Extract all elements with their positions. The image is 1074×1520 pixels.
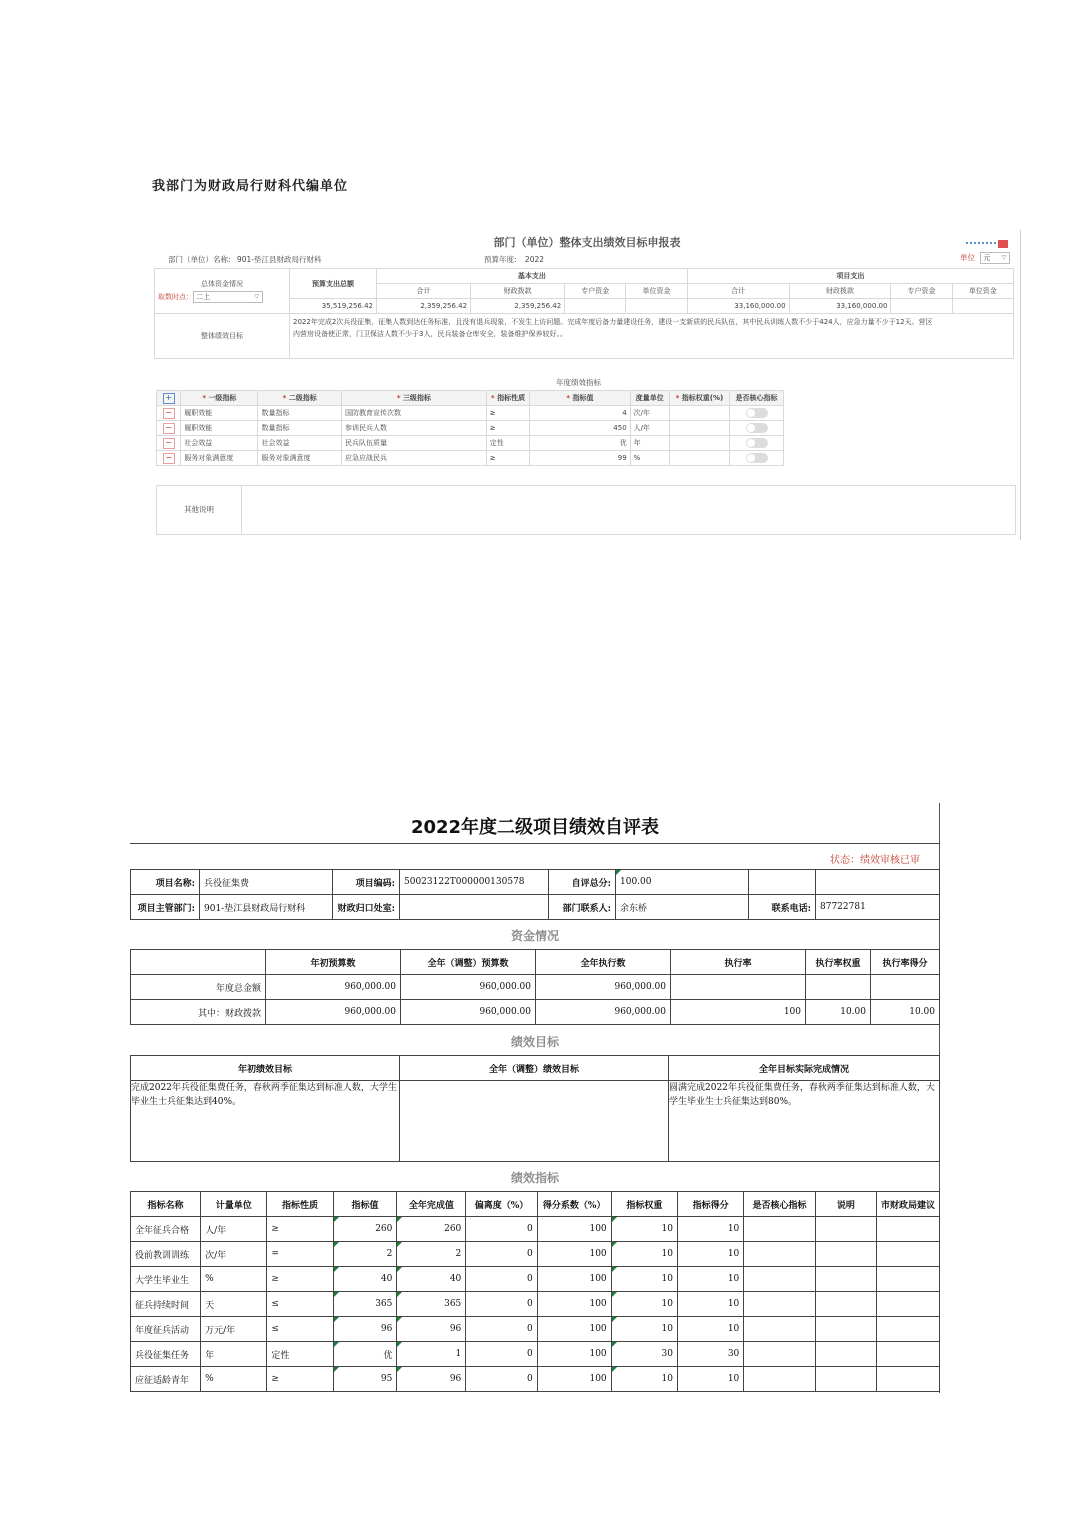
time-label: 取数时点：	[158, 293, 193, 301]
indicator-deviation: 0	[466, 1292, 537, 1317]
indicator-deviation: 0	[466, 1342, 537, 1367]
indicator-name: 应征适龄青年	[131, 1367, 201, 1392]
add-row-button[interactable]: +	[163, 393, 175, 404]
project-total-value: 33,160,000.00	[687, 299, 789, 314]
indicator-unit: %	[201, 1267, 267, 1292]
indicator-core	[744, 1367, 816, 1392]
proj-name-label: 项目名称:	[131, 870, 200, 895]
goal-actual-value: 圆满完成2022年兵役征集费任务，春秋两季征集达到标准人数，大学生毕业生士兵征集达到80%。	[669, 1081, 940, 1162]
basic-special-header: 专户资金	[565, 284, 626, 299]
goal-adj-value	[400, 1081, 669, 1162]
budget-year-label: 预算年度:	[484, 255, 517, 264]
header-level2: * 二级指标	[258, 391, 342, 406]
indicator-level2[interactable]: 数量指标	[258, 421, 342, 436]
indicator-coef: 100	[537, 1242, 611, 1267]
project-label: 项目支出	[687, 269, 1013, 284]
indicator-header: 是否核心指标	[744, 1192, 816, 1217]
indicator-table	[130, 1191, 940, 1392]
indicator-name: 全年征兵合格	[131, 1217, 201, 1242]
toolbar-icons[interactable]	[966, 233, 1014, 243]
project-fiscal-value: 33,160,000.00	[789, 299, 891, 314]
basic-fiscal-value: 2,359,256.42	[471, 299, 565, 314]
project-unit-header: 单位资金	[952, 284, 1013, 299]
indicator-done: 2	[397, 1242, 466, 1267]
indicator-coef: 100	[537, 1217, 611, 1242]
indicator-weight: 10	[611, 1367, 677, 1392]
title-divider	[130, 843, 940, 844]
goal-text-line-2: 内营房设备使正常，门卫保洁人数不少于3人，民兵装备仓库安全，装备维护保养较好。。	[293, 330, 567, 338]
indicator-level1[interactable]: 履职效能	[181, 421, 258, 436]
indicator-core	[744, 1317, 816, 1342]
basic-total-value: 2,359,256.42	[377, 299, 471, 314]
indicator-core	[744, 1242, 816, 1267]
indicator-header: 市财政局建议	[876, 1192, 939, 1217]
indicator-level1[interactable]: 社会效益	[181, 436, 258, 451]
indicator-nature[interactable]: ≥	[486, 406, 529, 421]
indicator-target: 96	[333, 1317, 397, 1342]
indicator-name: 役前教训训练	[131, 1242, 201, 1267]
indicator-nature[interactable]: 定性	[486, 436, 529, 451]
dots-icon	[966, 242, 996, 248]
form-indicator-row	[157, 451, 784, 466]
indicator-weight: 10	[611, 1292, 677, 1317]
indicator-coef: 100	[537, 1367, 611, 1392]
indicator-core	[744, 1292, 816, 1317]
goal-header-init: 年初绩效目标	[131, 1056, 400, 1081]
basic-unit-header: 单位资金	[626, 284, 687, 299]
header-core: 是否核心指标	[730, 391, 784, 406]
indicator-name: 大学生毕业生	[131, 1267, 201, 1292]
indicator-core	[744, 1342, 816, 1367]
indicator-target: 95	[333, 1367, 397, 1392]
indicator-note	[815, 1292, 876, 1317]
indicator-deviation: 0	[466, 1267, 537, 1292]
funds-header-weight: 执行率权重	[806, 950, 871, 975]
funds-row-label: 年度总金额	[131, 975, 266, 1000]
indicator-note	[815, 1267, 876, 1292]
indicator-unit: 年	[201, 1342, 267, 1367]
indicator-done: 96	[397, 1367, 466, 1392]
indicator-value[interactable]: 优	[530, 436, 630, 451]
proj-name-value: 兵役征集费	[200, 870, 333, 895]
indicator-row	[131, 1217, 940, 1242]
goal-header-adj: 全年（调整）绩效目标	[400, 1056, 669, 1081]
funds-header-adj: 全年（调整）预算数	[401, 950, 536, 975]
time-select-value: 二上	[196, 293, 210, 301]
indicator-target: 365	[333, 1292, 397, 1317]
funds-rate	[671, 975, 806, 1000]
indicator-nature: =	[267, 1242, 333, 1267]
office-value	[400, 895, 549, 920]
indicator-nature[interactable]: ≥	[486, 421, 529, 436]
indicator-level1[interactable]: 履职效能	[181, 406, 258, 421]
indicator-note	[815, 1367, 876, 1392]
remove-row-cell	[157, 406, 181, 421]
indicator-coef: 100	[537, 1342, 611, 1367]
indicator-score: 10	[677, 1267, 743, 1292]
indicator-unit[interactable]: %	[630, 451, 669, 466]
other-notes-field[interactable]	[243, 486, 1015, 534]
export-icon[interactable]	[998, 240, 1008, 248]
indicator-weight[interactable]	[669, 421, 729, 436]
indicator-weight[interactable]	[669, 436, 729, 451]
remove-row-cell	[157, 436, 181, 451]
indicator-level2[interactable]: 社会效益	[258, 436, 342, 451]
remove-row-cell	[157, 421, 181, 436]
header-level1: * 一级指标	[181, 391, 258, 406]
indicator-nature: ≥	[267, 1367, 333, 1392]
indicator-score: 30	[677, 1342, 743, 1367]
indicator-unit: 人/年	[201, 1217, 267, 1242]
indicator-deviation: 0	[466, 1367, 537, 1392]
remove-row-cell	[157, 451, 181, 466]
funds-row-label: 其中：财政拨款	[131, 1000, 266, 1025]
project-unit-value	[952, 299, 1013, 314]
phone-value: 87722781	[816, 895, 940, 920]
basic-unit-value	[626, 299, 687, 314]
annual-indicators-label: 年度绩效指标	[556, 378, 601, 387]
core-indicator-toggle[interactable]	[746, 408, 768, 418]
contact-label: 部门联系人:	[549, 895, 616, 920]
project-special-value	[891, 299, 952, 314]
indicator-level2[interactable]: 服务对象满意度	[258, 451, 342, 466]
funds-table	[130, 949, 940, 1025]
indicator-header: 指标名称	[131, 1192, 201, 1217]
indicator-section-title: 绩效指标	[510, 1171, 559, 1185]
indicator-unit: 次/年	[201, 1242, 267, 1267]
indicator-row	[131, 1317, 940, 1342]
indicator-core	[730, 436, 784, 451]
goal-section-title: 绩效目标	[510, 1035, 559, 1049]
indicator-weight[interactable]	[669, 451, 729, 466]
indicator-done: 1	[397, 1342, 466, 1367]
indicator-suggestion	[876, 1242, 939, 1267]
indicator-weight: 10	[611, 1217, 677, 1242]
funds-corner-cell	[131, 950, 266, 975]
score-value: 100.00	[616, 870, 749, 895]
unit-select[interactable]	[980, 252, 1010, 264]
indicator-level1[interactable]: 服务对象满意度	[181, 451, 258, 466]
indicator-name: 征兵持续时间	[131, 1292, 201, 1317]
funds-header-init: 年初预算数	[266, 950, 401, 975]
indicator-header: 偏离度（%）	[466, 1192, 537, 1217]
indicator-name: 年度征兵活动	[131, 1317, 201, 1342]
unit-select-row	[960, 252, 1010, 264]
indicator-value[interactable]: 4	[530, 406, 630, 421]
blank-cell	[749, 870, 816, 895]
indicator-unit: %	[201, 1367, 267, 1392]
funds-score	[871, 975, 940, 1000]
sheet-title: 2022年度二级项目绩效自评表	[410, 817, 660, 838]
indicator-note	[815, 1342, 876, 1367]
indicator-header: 得分系数（%）	[537, 1192, 611, 1217]
goal-table	[130, 1055, 940, 1162]
indicator-suggestion	[876, 1342, 939, 1367]
time-select[interactable]	[193, 291, 263, 303]
indicator-suggestion	[876, 1217, 939, 1242]
other-notes-label: 其他说明	[157, 486, 242, 534]
indicator-header: 说明	[815, 1192, 876, 1217]
indicator-deviation: 0	[466, 1217, 537, 1242]
indicator-done: 96	[397, 1317, 466, 1342]
core-indicator-toggle[interactable]	[746, 453, 768, 463]
funds-row	[131, 975, 940, 1000]
indicator-level3[interactable]: 国防教育宣传次数	[341, 406, 486, 421]
unit-name-label: 部门（单位）名称:	[168, 255, 231, 264]
indicator-row	[131, 1292, 940, 1317]
unit-select-value: 元	[983, 254, 991, 262]
indicator-score: 10	[677, 1242, 743, 1267]
indicator-deviation: 0	[466, 1317, 537, 1342]
phone-label: 联系电话:	[749, 895, 816, 920]
funds-init: 960,000.00	[266, 1000, 401, 1025]
form-indicator-row	[157, 406, 784, 421]
indicator-core	[730, 451, 784, 466]
add-row-cell	[157, 391, 181, 406]
indicator-weight[interactable]	[669, 406, 729, 421]
unit-name-value: 901-垫江县财政局行财科	[236, 255, 322, 264]
indicator-header: 指标值	[333, 1192, 397, 1217]
header-weight: * 指标权重(%)	[669, 391, 729, 406]
indicator-note	[815, 1242, 876, 1267]
indicator-score: 10	[677, 1292, 743, 1317]
indicator-row	[131, 1267, 940, 1292]
total-budget-label: 预算支出总额	[290, 269, 377, 299]
funds-rate: 100	[671, 1000, 806, 1025]
indicator-unit[interactable]: 人/年	[630, 421, 669, 436]
core-indicator-toggle[interactable]	[746, 438, 768, 448]
indicator-done: 260	[397, 1217, 466, 1242]
budget-form-screenshot	[154, 230, 1021, 540]
basic-label: 基本支出	[377, 269, 688, 284]
header-unit: 度量单位	[630, 391, 669, 406]
remove-row-button[interactable]: −	[163, 423, 175, 434]
indicator-nature: ≤	[267, 1317, 333, 1342]
indicator-header: 指标得分	[677, 1192, 743, 1217]
funds-header-exec: 全年执行数	[536, 950, 671, 975]
goal-header-actual: 全年目标实际完成情况	[669, 1056, 940, 1081]
other-notes-row	[156, 485, 1016, 535]
unit-label: 单位	[960, 253, 975, 262]
basic-fiscal-header: 财政拨款	[471, 284, 565, 299]
total-budget-value: 35,519,256.42	[290, 299, 377, 314]
budget-year-value: 2022	[524, 255, 545, 264]
basic-total-header: 合计	[377, 284, 471, 299]
funds-adj: 960,000.00	[401, 975, 536, 1000]
indicator-note	[815, 1317, 876, 1342]
indicator-target: 优	[333, 1342, 397, 1367]
project-fiscal-header: 财政拨款	[789, 284, 891, 299]
goal-text-cell[interactable]	[290, 314, 1014, 359]
indicator-done: 365	[397, 1292, 466, 1317]
indicator-core	[730, 421, 784, 436]
unit-name-row	[168, 254, 321, 265]
indicator-nature: 定性	[267, 1342, 333, 1367]
indicator-level2[interactable]: 数量指标	[258, 406, 342, 421]
indicator-header: 计量单位	[201, 1192, 267, 1217]
funds-adj: 960,000.00	[401, 1000, 536, 1025]
chevron-down-icon: ▽	[254, 293, 259, 300]
indicator-level3[interactable]: 应急应战民兵	[341, 451, 486, 466]
status-badge: 状态：绩效审核已审	[830, 855, 920, 866]
indicator-nature: ≤	[267, 1292, 333, 1317]
form-indicator-row	[157, 436, 784, 451]
header-level3: * 三级指标	[341, 391, 486, 406]
funds-table	[154, 268, 1014, 359]
indicator-name: 兵役征集任务	[131, 1342, 201, 1367]
indicator-target: 40	[333, 1267, 397, 1292]
indicator-deviation: 0	[466, 1242, 537, 1267]
indicator-header: 全年完成值	[397, 1192, 466, 1217]
indicator-level3[interactable]: 参训民兵人数	[341, 421, 486, 436]
indicator-core	[744, 1267, 816, 1292]
indicator-coef: 100	[537, 1267, 611, 1292]
budget-year-row	[484, 254, 544, 265]
indicator-suggestion	[876, 1367, 939, 1392]
indicator-row	[131, 1342, 940, 1367]
indicator-core	[730, 406, 784, 421]
dept-label: 项目主管部门:	[131, 895, 200, 920]
indicator-core	[744, 1217, 816, 1242]
indicator-score: 10	[677, 1367, 743, 1392]
dept-value: 901-垫江县财政局行财科	[200, 895, 333, 920]
goal-text-line-1: 2022年完成2次兵役征集，征集人数到达任务标准，且没有退兵现象，不发生上访问题。完成年度后备力量建设任务，建设一支新质的民兵队伍，其中民兵训练人数不少于424人，应急力量不少于12天。营区	[293, 318, 933, 326]
funds-section-title: 资金情况	[510, 929, 559, 943]
funds-score: 10.00	[871, 1000, 940, 1025]
goal-label: 整体绩效目标	[155, 314, 290, 359]
funds-exec: 960,000.00	[536, 1000, 671, 1025]
funds-header-score: 执行率得分	[871, 950, 940, 975]
funds-cell	[155, 269, 290, 314]
project-total-header: 合计	[687, 284, 789, 299]
indicator-target: 260	[333, 1217, 397, 1242]
funds-row	[131, 1000, 940, 1025]
score-label: 自评总分:	[549, 870, 616, 895]
indicator-coef: 100	[537, 1292, 611, 1317]
chevron-down-icon: ▽	[1001, 254, 1007, 261]
indicator-header: 指标性质	[267, 1192, 333, 1217]
indicator-nature[interactable]: ≥	[486, 451, 529, 466]
page-heading: 我部门为财政局行财科代编单位	[152, 179, 349, 194]
funds-exec: 960,000.00	[536, 975, 671, 1000]
indicator-suggestion	[876, 1292, 939, 1317]
remove-row-button[interactable]: −	[163, 438, 175, 449]
indicator-suggestion	[876, 1317, 939, 1342]
indicator-weight: 30	[611, 1342, 677, 1367]
contact-value: 余东桥	[616, 895, 749, 920]
indicator-done: 40	[397, 1267, 466, 1292]
core-indicator-toggle[interactable]	[746, 423, 768, 433]
funds-weight	[806, 975, 871, 1000]
basic-special-value	[565, 299, 626, 314]
indicator-nature: ≥	[267, 1267, 333, 1292]
project-special-header: 专户资金	[891, 284, 952, 299]
form-indicator-row	[157, 421, 784, 436]
form-title: 部门（单位）整体支出绩效目标申报表	[493, 236, 681, 249]
header-nature: * 指标性质	[486, 391, 529, 406]
indicator-unit: 万元/年	[201, 1317, 267, 1342]
indicator-value[interactable]: 450	[530, 421, 630, 436]
indicator-score: 10	[677, 1217, 743, 1242]
remove-row-button[interactable]: −	[163, 453, 175, 464]
indicator-value[interactable]: 99	[530, 451, 630, 466]
indicator-target: 2	[333, 1242, 397, 1267]
indicator-score: 10	[677, 1317, 743, 1342]
indicator-nature: ≥	[267, 1217, 333, 1242]
project-info-table	[130, 869, 940, 920]
indicator-unit: 天	[201, 1292, 267, 1317]
indicator-weight: 10	[611, 1317, 677, 1342]
indicator-coef: 100	[537, 1317, 611, 1342]
office-label: 财政归口处室:	[333, 895, 400, 920]
form-indicator-table	[156, 390, 784, 466]
indicator-header: 指标权重	[611, 1192, 677, 1217]
funds-init: 960,000.00	[266, 975, 401, 1000]
indicator-weight: 10	[611, 1267, 677, 1292]
goal-init-value: 完成2022年兵役征集费任务，春秋两季征集达到标准人数，大学生毕业生士兵征集达到40%。	[131, 1081, 400, 1162]
indicator-unit[interactable]: 年	[630, 436, 669, 451]
header-value: * 指标值	[530, 391, 630, 406]
indicator-row	[131, 1242, 940, 1267]
indicator-level3[interactable]: 民兵队伍质量	[341, 436, 486, 451]
indicator-weight: 10	[611, 1242, 677, 1267]
indicator-suggestion	[876, 1267, 939, 1292]
funds-weight: 10.00	[806, 1000, 871, 1025]
indicator-note	[815, 1217, 876, 1242]
self-evaluation-sheet	[130, 803, 940, 1393]
indicator-unit[interactable]: 次/年	[630, 406, 669, 421]
funds-header-rate: 执行率	[671, 950, 806, 975]
proj-code-label: 项目编码:	[333, 870, 400, 895]
funds-label: 总体资金情况	[201, 280, 243, 288]
proj-code-value: 50023122T000000130578	[400, 870, 549, 895]
indicator-row	[131, 1367, 940, 1392]
indicator-header-row	[131, 1192, 940, 1217]
blank-cell	[816, 870, 940, 895]
remove-row-button[interactable]: −	[163, 408, 175, 419]
